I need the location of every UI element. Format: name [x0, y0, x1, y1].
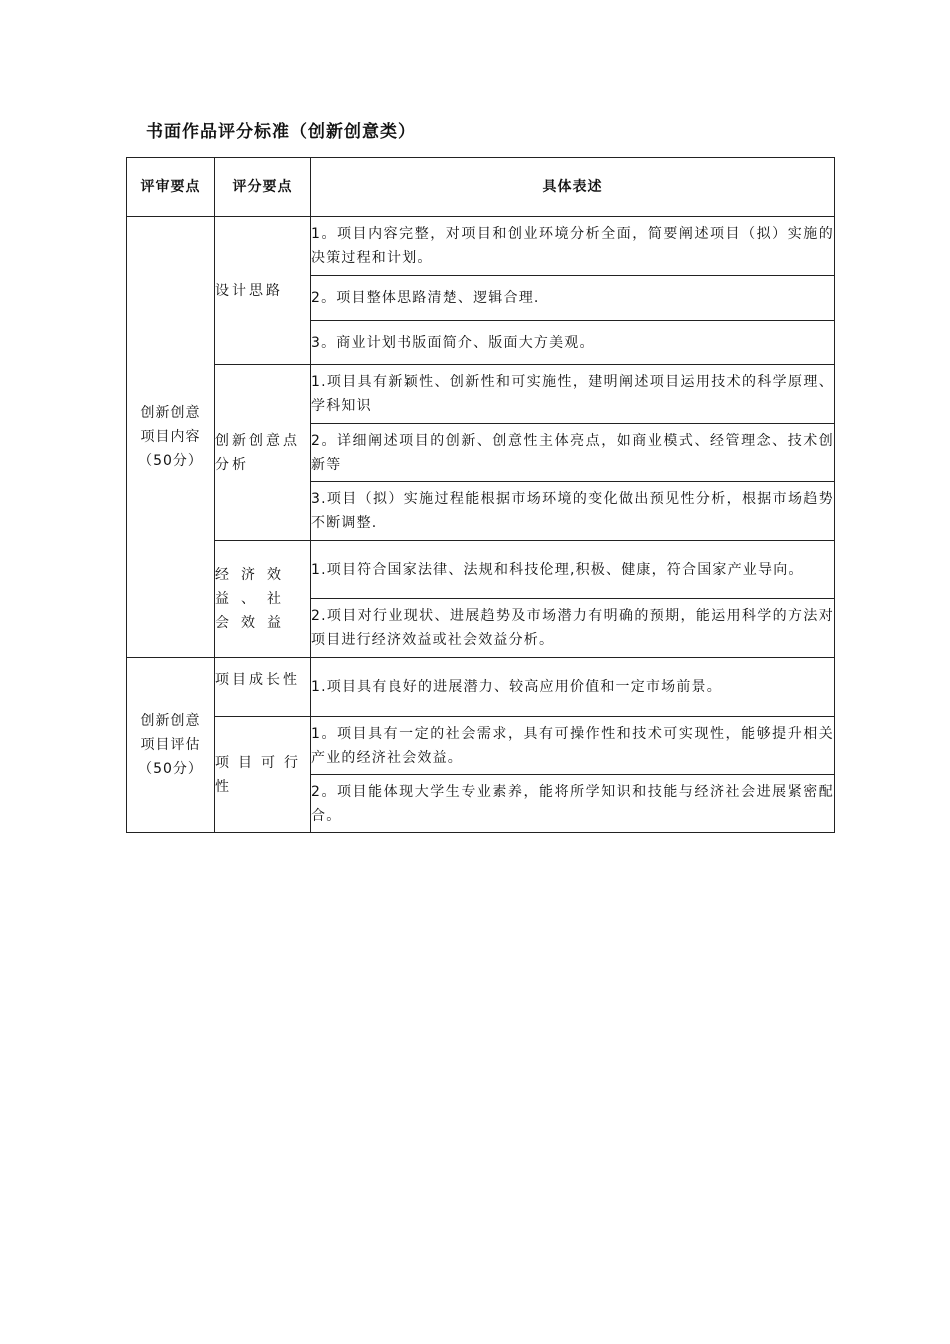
section-score: （50分）: [138, 453, 203, 469]
section-name-line: 创新创意: [140, 405, 201, 421]
header-review-point: 评审要点: [127, 158, 215, 217]
document-title: 书面作品评分标准（创新创意类）: [146, 122, 416, 142]
group-name: 经济效益、社会效益: [215, 541, 311, 658]
section-cell: [127, 217, 215, 658]
table-row: [127, 541, 835, 599]
table-row: [127, 717, 835, 775]
criterion-text: 1。项目内容完整，对项目和创业环境分析全面，简要阐述项目（拟）实施的决策过程和计划。: [311, 217, 835, 276]
section-name-line: 项目内容: [140, 429, 201, 445]
table-header-row: [127, 158, 835, 217]
scoring-table: [126, 157, 835, 833]
group-name: 项目成长性: [215, 658, 311, 717]
section-name-line: 项目评估: [140, 737, 201, 753]
table-row: [127, 217, 835, 276]
section-name-line: 创新创意: [140, 713, 201, 729]
group-name: 项目可行性: [215, 717, 311, 833]
header-scoring-point: 评分要点: [215, 158, 311, 217]
table-row: [127, 658, 835, 717]
criterion-text: 2。详细阐述项目的创新、创意性主体亮点，如商业模式、经管理念、技术创新等: [311, 424, 835, 482]
criterion-text: 1.项目符合国家法律、法规和科技伦理,积极、健康，符合国家产业导向。: [311, 541, 835, 599]
section-cell: [127, 658, 215, 833]
criterion-text: 3。商业计划书版面简介、版面大方美观。: [311, 321, 835, 365]
criterion-text: 3.项目（拟）实施过程能根据市场环境的变化做出预见性分析，根据市场趋势不断调整.: [311, 482, 835, 541]
group-name: 创新创意点分析: [215, 365, 311, 541]
criterion-text: 2.项目对行业现状、进展趋势及市场潜力有明确的预期，能运用科学的方法对项目进行经济效益或社会效益分析。: [311, 599, 835, 658]
criterion-text: 1.项目具有良好的进展潜力、较高应用价值和一定市场前景。: [311, 658, 835, 717]
criterion-text: 1.项目具有新颖性、创新性和可实施性，建明阐述项目运用技术的科学原理、学科知识: [311, 365, 835, 424]
table-row: [127, 365, 835, 424]
header-description: 具体表述: [311, 158, 835, 217]
section-score: （50分）: [138, 761, 203, 777]
criterion-text: 2。项目能体现大学生专业素养，能将所学知识和技能与经济社会进展紧密配合。: [311, 775, 835, 833]
group-name: 设计思路: [215, 217, 311, 365]
criterion-text: 2。项目整体思路清楚、逻辑合理.: [311, 276, 835, 321]
criterion-text: 1。项目具有一定的社会需求，具有可操作性和技术可实现性，能够提升相关产业的经济社会效益。: [311, 717, 835, 775]
